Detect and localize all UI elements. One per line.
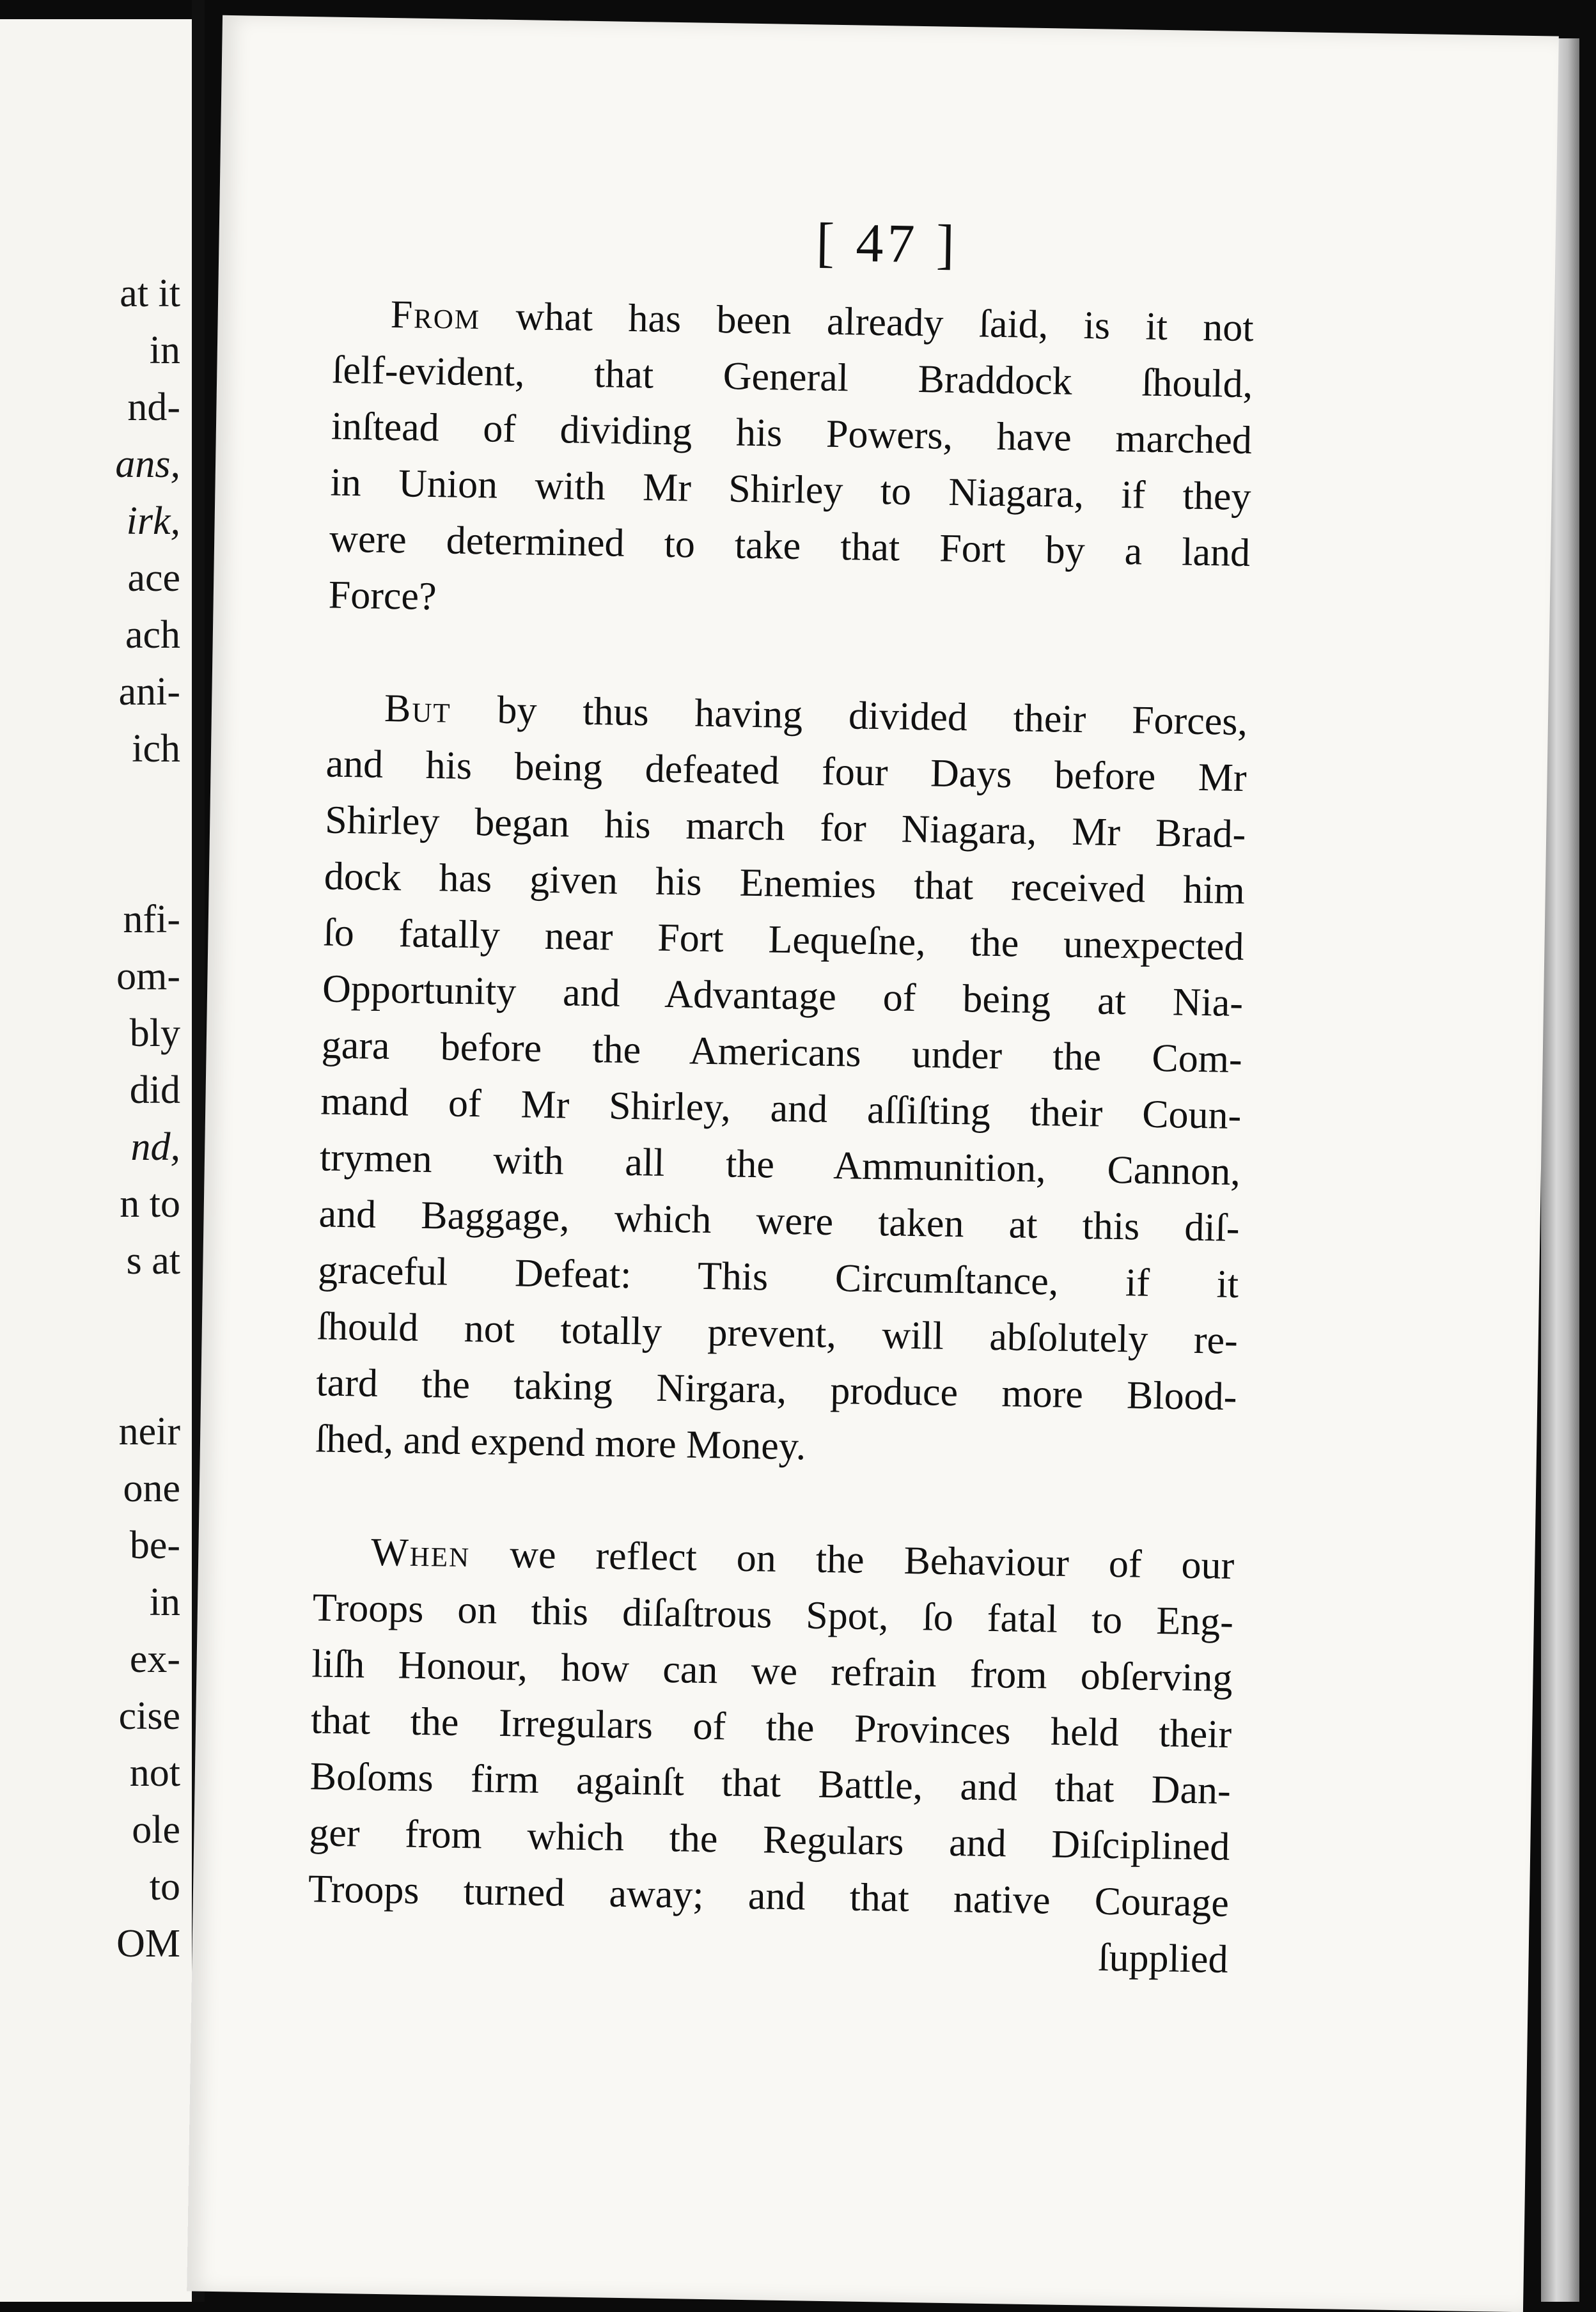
text-line: that the Irregulars of the Provinces held their	[310, 1698, 1232, 1756]
text-line: mand of Mr Shirley, and aſſiſting their Coun-	[320, 1079, 1242, 1138]
left-fragment-line: n to	[120, 1182, 180, 1226]
left-fragment-line: ace	[127, 556, 180, 600]
left-fragment-line: to	[149, 1865, 180, 1909]
left-fragment-line: ole	[132, 1808, 180, 1852]
left-fragment-line: did	[129, 1068, 180, 1112]
left-fragment-line: ex-	[129, 1637, 180, 1681]
text-line: From what has been already ſaid, is it not	[390, 292, 1255, 350]
left-fragment-line: nd,	[130, 1125, 180, 1169]
left-page-fragments	[115, 265, 180, 1972]
text-line: Troops on this diſaſtrous Spot, ſo fatal to Eng-	[312, 1586, 1234, 1644]
left-fragment-line: nfi-	[123, 898, 180, 941]
paragraph-lead: When	[370, 1530, 471, 1576]
left-fragment-line	[115, 777, 180, 834]
paragraph-2	[315, 680, 1248, 1481]
text-line: graceful Defeat: This Circumſtance, if it	[317, 1248, 1239, 1307]
text-line: gara before the Americans under the Com-	[321, 1023, 1243, 1082]
left-fragment-line: at it	[120, 272, 180, 315]
left-fragment-line: ach	[125, 613, 180, 657]
text-line: ſhed, and expend more Money.	[315, 1417, 806, 1469]
page-number: [ 47 ]	[815, 211, 959, 275]
left-fragment-line: OM	[116, 1922, 180, 1965]
paragraph-1	[328, 286, 1254, 638]
text-line: liſh Honour, how can we refrain from obſerving	[311, 1642, 1233, 1700]
left-fragment-line	[115, 834, 180, 891]
left-fragment-line: in	[149, 329, 180, 372]
text-line: inſtead of dividing his Powers, have marched	[331, 404, 1253, 463]
left-fragment-line: om-	[116, 955, 180, 998]
left-fragment-line: bly	[129, 1012, 180, 1055]
text-line: and Baggage, which were taken at this diſ-	[318, 1192, 1240, 1251]
left-fragment-line: not	[129, 1751, 180, 1795]
text-line: ſo fatally near Fort Lequeſne, the unexpected	[323, 910, 1244, 969]
paragraph-lead: From	[390, 292, 481, 338]
left-fragment-line: cise	[118, 1694, 180, 1738]
left-fragment-line: s at	[126, 1239, 180, 1283]
text-line: ger from which the Regulars and Diſciplined	[308, 1811, 1230, 1869]
catchword: ſupplied	[1097, 1935, 1229, 1981]
text-line: But by thus having divided their Forces,	[384, 686, 1248, 744]
text-line: in Union with Mr Shirley to Niagara, if they	[330, 460, 1251, 519]
text-line: trymen with all the Ammunition, Cannon,	[319, 1136, 1241, 1194]
text-line: Boſoms firm againſt that Battle, and that Dan-	[309, 1754, 1232, 1813]
left-fragment-line: one	[123, 1467, 180, 1510]
paragraph-lead: But	[384, 686, 452, 731]
text-line: Troops turned away; and that native Courage	[308, 1867, 1230, 1925]
text-line: Opportunity and Advantage of being at Nia-	[322, 967, 1244, 1026]
left-fragment-line: be-	[129, 1524, 180, 1567]
text-line: and his being defeated four Days before Mr	[325, 742, 1248, 801]
text-line: ſelf-evident, that General Braddock ſhould,	[331, 348, 1253, 407]
paragraph-3	[307, 1523, 1235, 1988]
left-page	[0, 19, 192, 2302]
text-block	[307, 286, 1254, 1988]
left-fragment-line: in	[149, 1581, 180, 1624]
text-line: ſhould not totally prevent, will abſolutely re-	[317, 1304, 1239, 1363]
left-fragment-line: irk,	[126, 499, 180, 543]
left-fragment-line: neir	[118, 1410, 180, 1453]
text-line: tard the taking Nirgara, produce more Blood-	[315, 1361, 1237, 1419]
left-fragment-line	[115, 1347, 180, 1403]
text-line: dock has given his Enemies that received him	[324, 854, 1246, 913]
text-line: When we reflect on the Behaviour of our	[370, 1530, 1235, 1588]
right-page	[187, 15, 1559, 2312]
left-fragment-line: ich	[132, 727, 180, 770]
text-line: Shirley began his march for Niagara, Mr Brad-	[324, 798, 1246, 857]
left-fragment-line: ans,	[115, 442, 180, 486]
left-fragment-line: nd-	[127, 386, 180, 429]
text-line: Force?	[328, 573, 437, 619]
left-fragment-line: ani-	[118, 670, 180, 714]
left-fragment-line	[115, 1290, 180, 1347]
text-line: were determined to take that Fort by a land	[329, 517, 1251, 575]
